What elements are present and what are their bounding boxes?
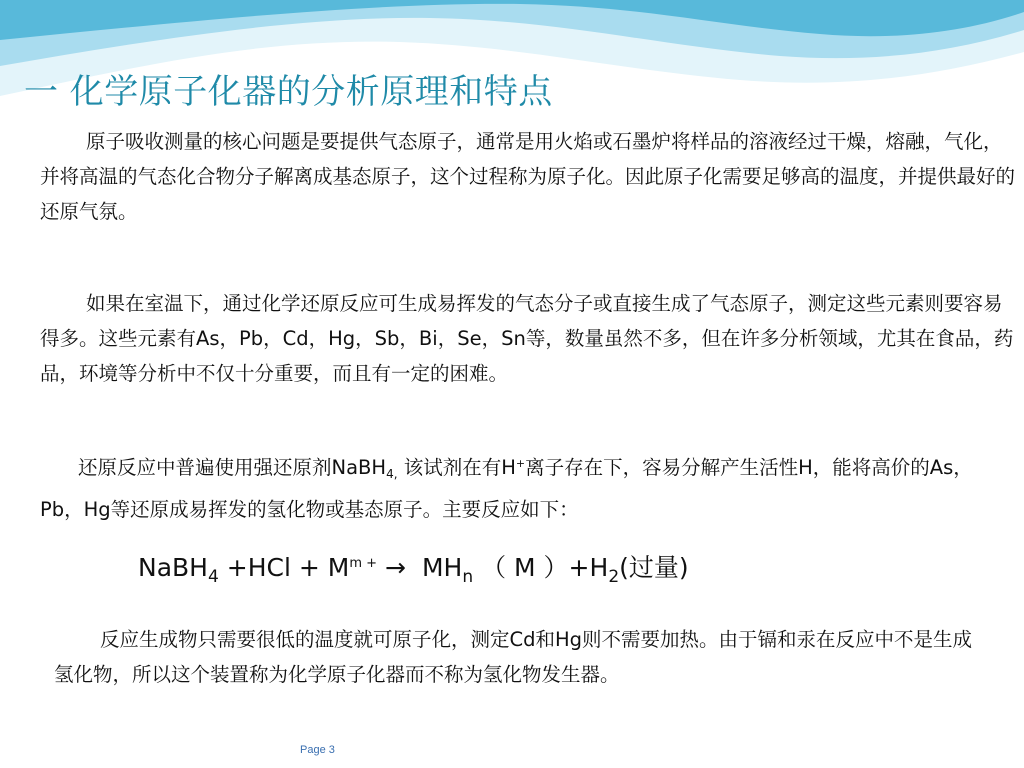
eq-term: (过量) xyxy=(619,553,689,582)
eq-subscript: n xyxy=(462,567,474,587)
subscript: 4 xyxy=(386,467,394,481)
text-segment: 还原反应中普遍使用强还原剂NaBH xyxy=(78,456,387,479)
subscript-comma: , xyxy=(393,467,398,481)
reaction-equation xyxy=(138,548,689,587)
eq-term: MH xyxy=(421,553,463,582)
superscript: + xyxy=(515,457,526,470)
text-segment: 离子存在下，容易分解产生活性H，能将高价的As，Pb，Hg等还原成易挥发的氢化物或基态原子。主要反应如下： xyxy=(40,456,973,521)
paragraph-atomization-intro: 原子吸收测量的核心问题是要提供气态原子，通常是用火焰或石墨炉将样品的溶液经过干燥，熔融，气化，并将高温的气态化合物分子解离成基态原子，这个过程称为原子化。因此原子化需要足够高的温度，并提供最好的还原气氛。 xyxy=(40,130,1016,223)
eq-subscript: 4 xyxy=(207,567,219,587)
eq-term: NaBH xyxy=(138,553,208,582)
page-number: Page 3 xyxy=(300,744,335,756)
paragraph-room-temperature: 如果在室温下，通过化学还原反应可生成易挥发的气态分子或直接生成了气态原子，测定这些元素则要容易得多。这些元素有As，Pb，Cd，Hg，Sb，Bi，Se，Sn等，数量虽然不多，但在许多分析领域，尤其在食品，药品，环境等分析中不仅十分重要，而且有一定的困难。 xyxy=(40,292,1014,385)
eq-term: （ M ）+H xyxy=(473,553,609,582)
arrow-icon: → xyxy=(385,553,406,582)
eq-term: +HCl + M xyxy=(218,553,350,582)
slide-title: 一 化学原子化器的分析原理和特点 xyxy=(24,72,553,112)
eq-subscript: 2 xyxy=(608,567,620,587)
text-segment: 该试剂在有H xyxy=(397,456,516,479)
eq-superscript: m + xyxy=(349,556,378,571)
paragraph-conclusion: 反应生成物只需要很低的温度就可原子化，测定Cd和Hg则不需要加热。由于镉和汞在反应中不是生成氢化物，所以这个装置称为化学原子化器而不称为氢化物发生器。 xyxy=(54,628,973,686)
paragraph-reducing-agent xyxy=(40,446,1015,527)
